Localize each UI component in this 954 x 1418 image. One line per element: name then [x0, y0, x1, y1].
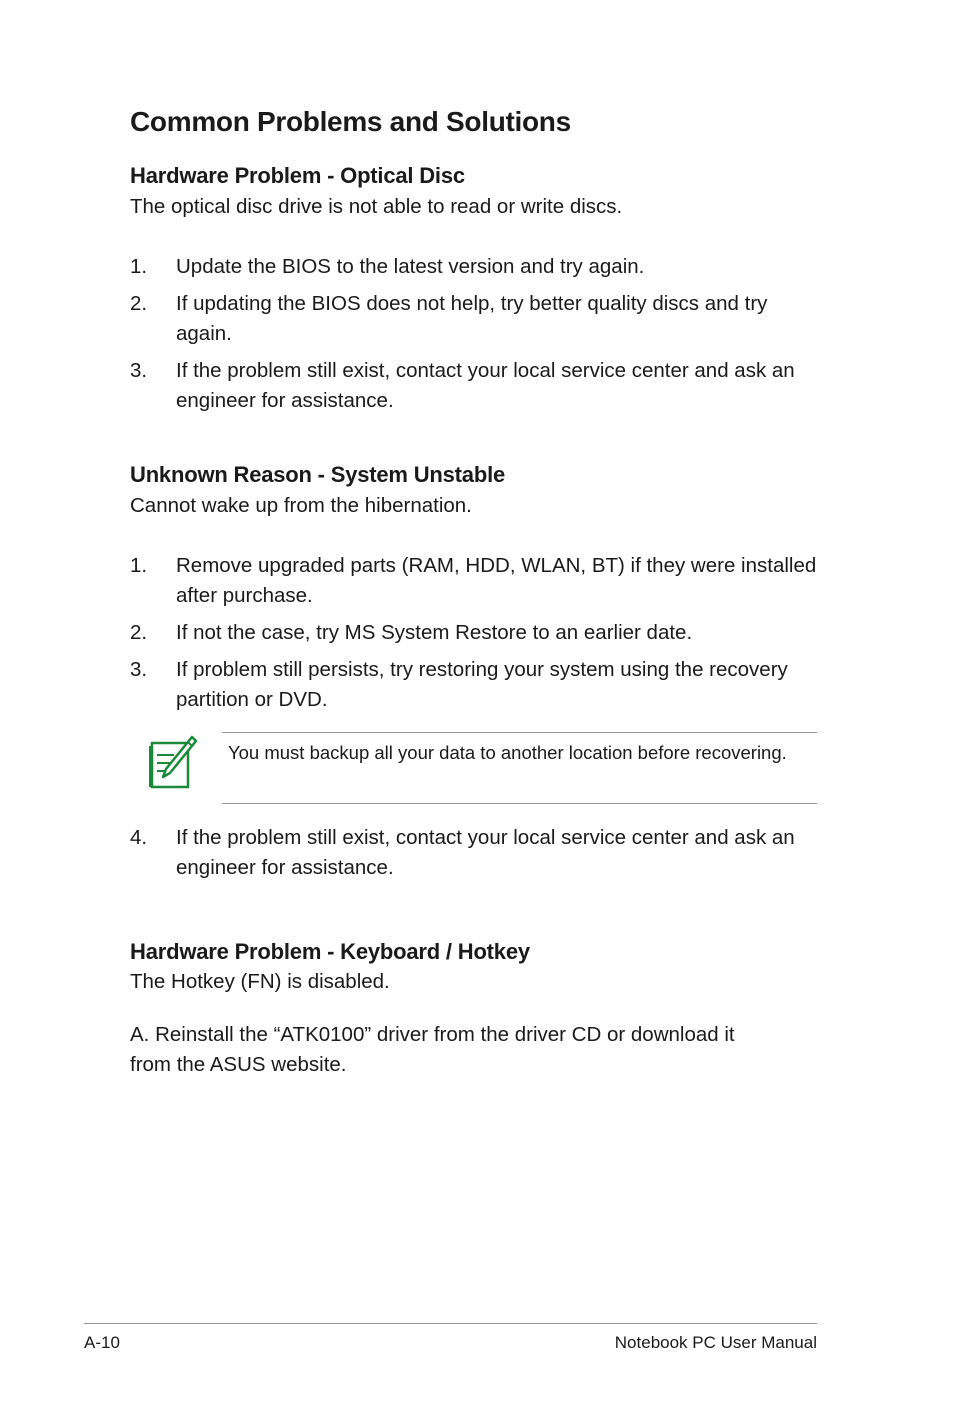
steps-list-after-note: [130, 823, 820, 890]
list-item: [130, 356, 820, 416]
section-heading-optical-disc: Hardware Problem - Optical Disc: [130, 163, 465, 188]
step-text: Update the BIOS to the latest version and try again.: [176, 255, 645, 278]
step-number: 1.: [130, 255, 148, 278]
step-text: If not the case, try MS System Restore to an earlier date.: [176, 621, 693, 644]
page-title: Common Problems and Solutions: [130, 106, 571, 137]
note-box: [222, 732, 817, 804]
step-text: If the problem still exist, contact your local service center and ask an engineer for assistance.: [176, 359, 795, 412]
list-item: [130, 551, 820, 611]
step-number: 4.: [130, 826, 148, 849]
step-text: Remove upgraded parts (RAM, HDD, WLAN, BT) if they were installed after purchase.: [176, 554, 817, 607]
section-heading-keyboard-hotkey: Hardware Problem - Keyboard / Hotkey: [130, 939, 530, 964]
step-number: 2.: [130, 621, 148, 644]
footer-divider: [84, 1323, 817, 1324]
page-number: A-10: [84, 1333, 120, 1352]
section-heading-system-unstable: Unknown Reason - System Unstable: [130, 462, 506, 487]
list-item: [130, 618, 820, 648]
step-number: 3.: [130, 658, 148, 681]
step-number: 3.: [130, 359, 148, 382]
steps-list-system-unstable: [130, 551, 820, 722]
list-item: [130, 823, 820, 883]
step-text: If problem still persists, try restoring your system using the recovery partition or DVD.: [176, 658, 788, 711]
step-number: 2.: [130, 292, 148, 315]
steps-list-optical-disc: [130, 252, 820, 423]
solution-text-line-2: from the ASUS website.: [130, 1053, 347, 1076]
list-item: [130, 252, 820, 282]
note-text: You must backup all your data to another location before recovering.: [228, 742, 787, 763]
note-pencil-icon: [148, 733, 198, 791]
section-description-optical-disc: The optical disc drive is not able to read or write discs.: [130, 195, 623, 218]
step-text: If updating the BIOS does not help, try better quality discs and try again.: [176, 292, 768, 345]
list-item: [130, 289, 820, 349]
list-item: [130, 655, 820, 715]
solution-text-line-1: A. Reinstall the “ATK0100” driver from the driver CD or download it: [130, 1023, 735, 1046]
section-description-system-unstable: Cannot wake up from the hibernation.: [130, 494, 472, 517]
manual-title: Notebook PC User Manual: [614, 1333, 817, 1352]
step-text: If the problem still exist, contact your local service center and ask an engineer for assistance.: [176, 826, 795, 879]
section-description-keyboard-hotkey: The Hotkey (FN) is disabled.: [130, 970, 390, 993]
step-number: 1.: [130, 554, 148, 577]
